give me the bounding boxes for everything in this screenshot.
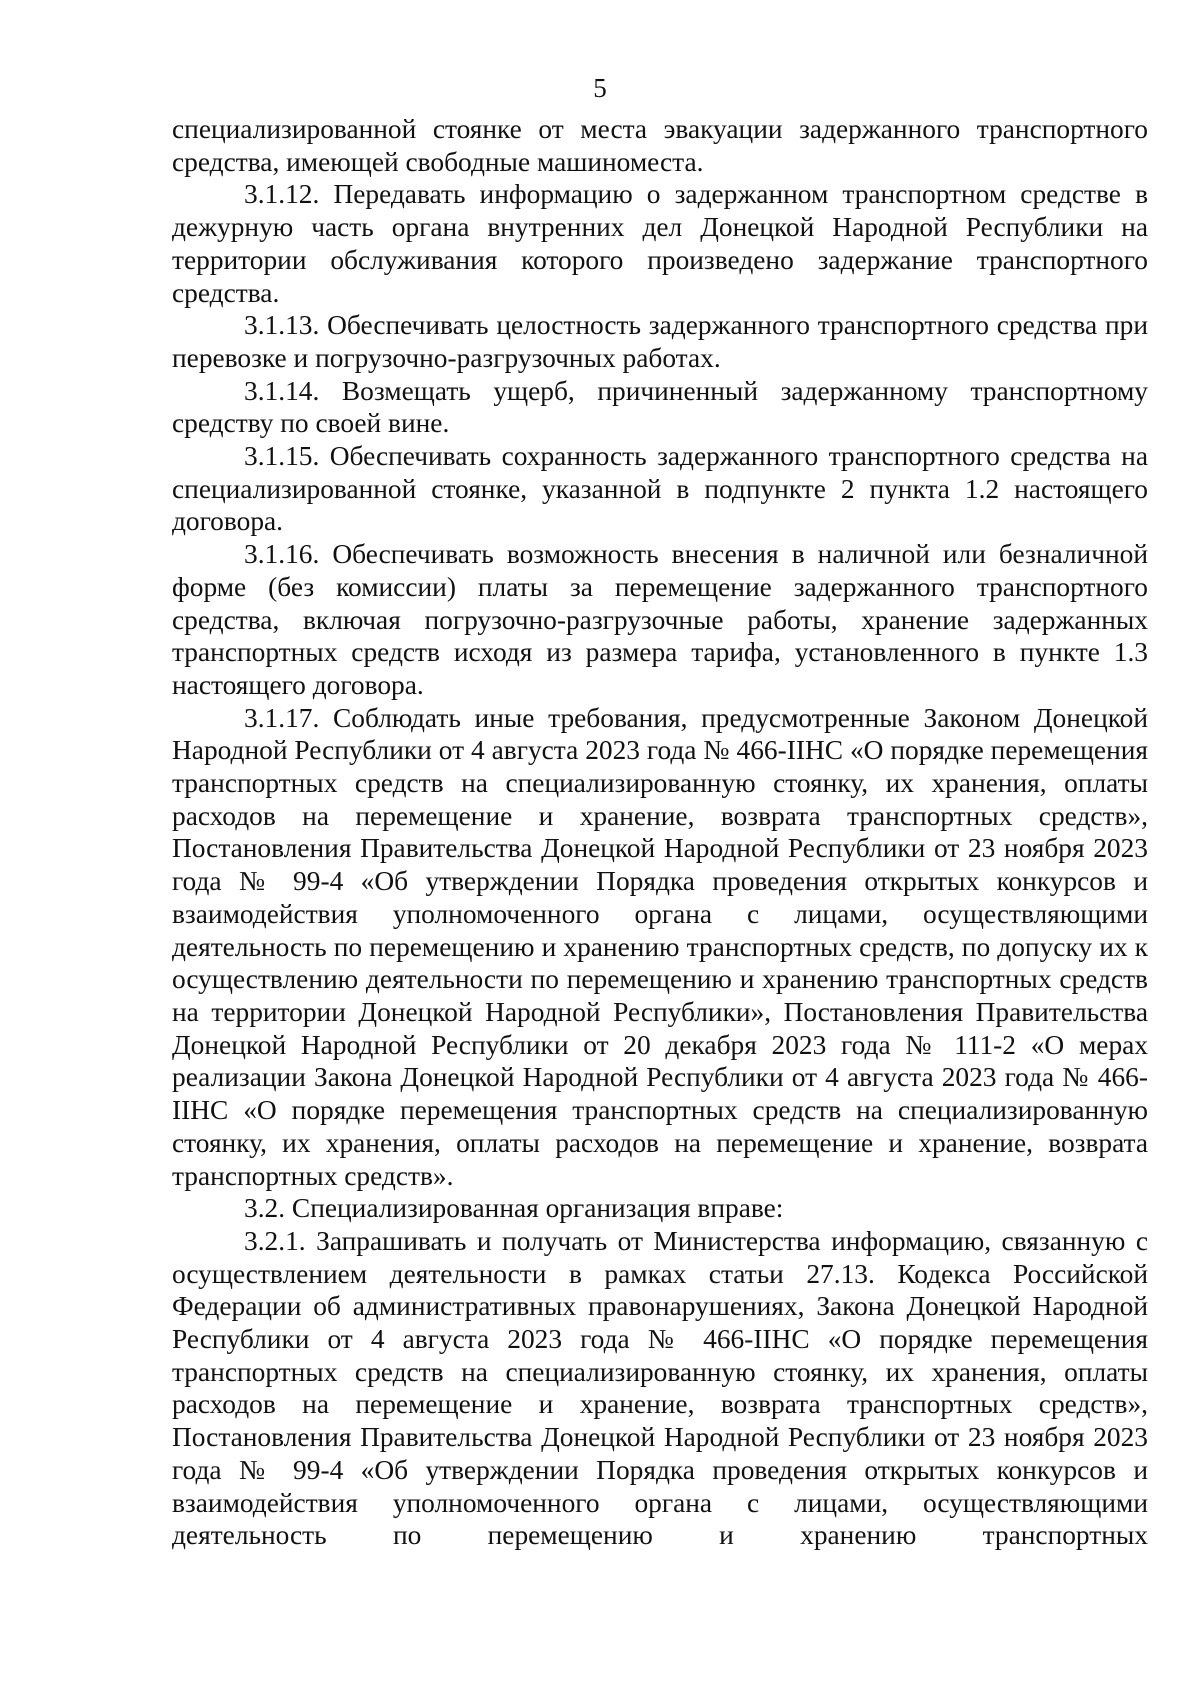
page-number: 5	[593, 73, 607, 103]
paragraph-continuation: специализированной стоянке от места эвакуации задержанного транспортного средства, имеющей свободные машиноместа.	[172, 114, 1148, 177]
paragraph-3-1-14: 3.1.14. Возмещать ущерб, причиненный задержанному транспортному средству по своей вине.	[172, 375, 1148, 439]
paragraph-3-1-12: 3.1.12. Передавать информацию о задержанном транспортном средстве в дежурную часть органа внутренних дел Донецкой Народной Республики на территории обслуживания которого произведено задержание транспортного средства.	[172, 179, 1148, 308]
document-body	[172, 113, 1148, 1552]
paragraph-3-1-17: 3.1.17. Соблюдать иные требования, предусмотренные Законом Донецкой Народной Республики от 4 августа 2023 года № 466-IIНС «О порядке перемещения транспортных средств на специализированную стоянку, их хранения, оплаты расходов на перемещение и хранение, возврата транспортных средств», Постановления Правительства Донецкой Народной Республики от 23 ноября 2023 года № 99-4 «Об утверждении Порядка проведения открытых конкурсов и взаимодействия уполномоченного органа с лицами, осуществляющими деятельность по перемещению и хранению транспортных средств, по допуску их к осуществлению деятельности по перемещению и хранению транспортных средств на территории Донецкой Народной Республики», Постановления Правительства Донецкой Народной Республики от 20 декабря 2023 года № 111-2 «О мерах реализации Закона Донецкой Народной Республики от 4 августа 2023 года № 466-IIНС «О порядке перемещения транспортных средств на специализированную стоянку, их хранения, оплаты расходов на перемещение и хранение, возврата транспортных средств».	[172, 702, 1148, 1191]
paragraph-3-1-13: 3.1.13. Обеспечивать целостность задержанного транспортного средства при перевозке и погрузочно-разгрузочных работах.	[172, 310, 1148, 373]
paragraph-3-2-1: 3.2.1. Запрашивать и получать от Министерства информацию, связанную с осуществлением деятельности в рамках статьи 27.13. Кодекса Российской Федерации об административных правонарушениях, Закона Донецкой Народной Республики от 4 августа 2023 года № 466-IIНС «О порядке перемещения транспортных средств на специализированную стоянку, их хранения, оплаты расходов на перемещение и хранение, возврата транспортных средств», Постановления Правительства Донецкой Народной Республики от 23 ноября 2023 года № 99-4 «Об утверждении Порядка проведения открытых конкурсов и взаимодействия уполномоченного органа с лицами, осуществляющими деятельность по перемещению и хранению транспортных	[172, 1225, 1148, 1551]
paragraph-3-2: 3.2. Специализированная организация вправе:	[244, 1193, 784, 1224]
paragraph-3-1-15: 3.1.15. Обеспечивать сохранность задержанного транспортного средства на специализированной стоянке, указанной в подпункте 2 пункта 1.2 настоящего договора.	[172, 441, 1148, 537]
paragraph-3-1-16: 3.1.16. Обеспечивать возможность внесения в наличной или безналичной форме (без комиссии) платы за перемещение задержанного транспортного средства, включая погрузочно-разгрузочные работы, хранение задержанных транспортных средств исходя из размера тарифа, установленного в пункте 1.3 настоящего договора.	[172, 539, 1148, 700]
